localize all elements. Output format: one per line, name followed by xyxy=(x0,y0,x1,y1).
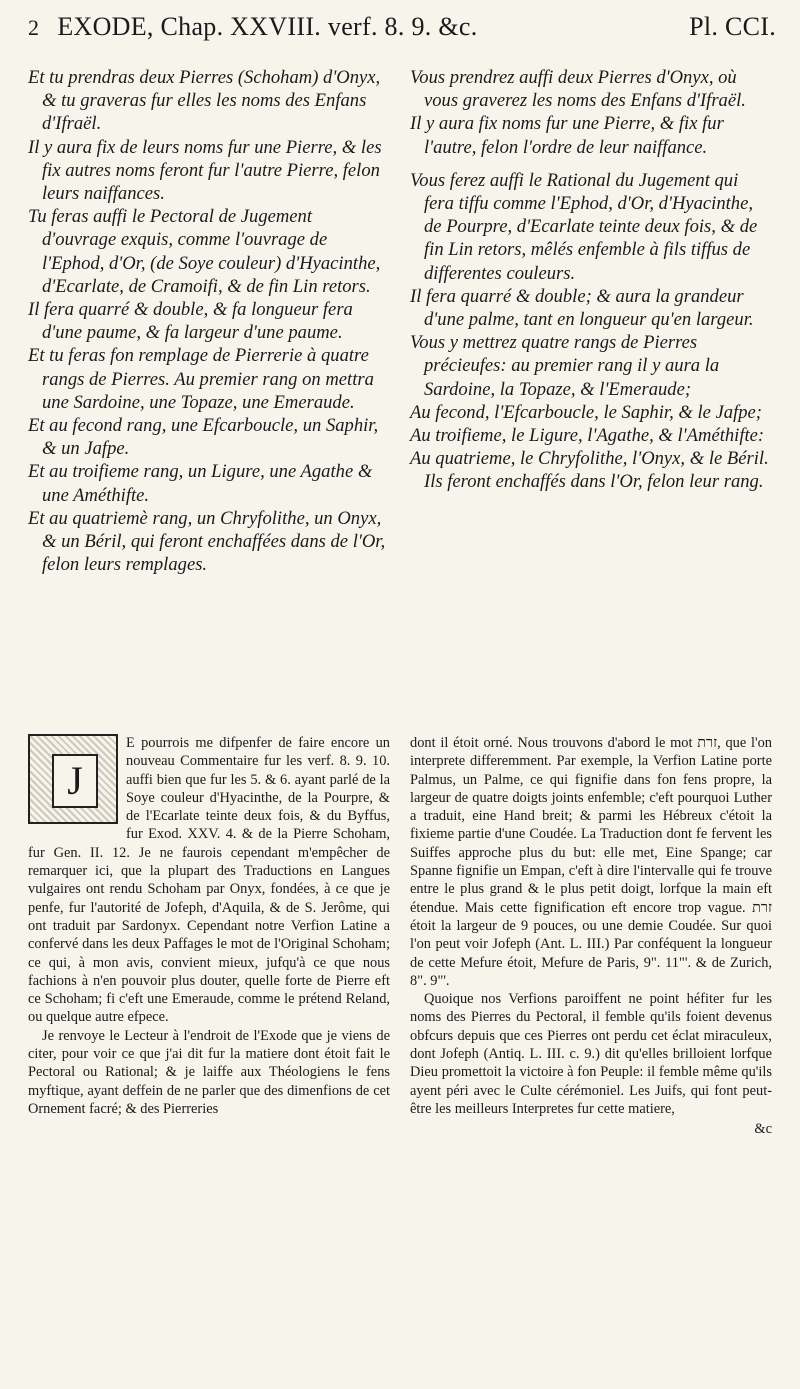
verse-line: Au troifieme, le Ligure, l'Agathe, & l'Améthifte: xyxy=(410,425,765,447)
verse-line: Et tu prendras deux Pierres (Schoham) d'Onyx, & tu graveras fur elles les noms des Enfans d'Ifraël. xyxy=(28,67,381,135)
verse-line: Et tu feras fon remplage de Pierrerie à quatre rangs de Pierres. Au premier rang on mettra une Sardoine, une Topaze, une Emeraude. xyxy=(28,345,374,413)
commentary-paragraph: dont il étoit orné. Nous trouvons d'abord le mot זרת, que l'on interprete differemment. Par exemple, la Verfion Latine porte Palmus, un Palme, ce qui fignifie dans fon fens propre, la largeur de quatre doigts joints enfemble; c'eft pourquoi Luther a traduit, eine Hand breit; & parmi les Hébreux c'étoit la fixieme partie d'une Coudée. La Traduction dont fe fervent les Suiffes approche plus du but: elle met, Eine Spange; car Spanne fignifie un Empan, c'eft à dire l'intervalle qui fe trouve entre le plus grand & le plus petit doigt, lorfque la main eft étendue. Mais cette fignification eft encore trop vague. זרת étoit la largeur de 9 pouces, ou une demie Coudée. Sur quoi l'on peut voir Jofeph (Ant. L. III.) Par conféquent la longueur de cette Mefure étoit, Mefure de Paris, 9". 11"'. & de Zurich, 8". 9"'. xyxy=(410,735,773,989)
commentary-paragraph: Je renvoye le Lecteur à l'endroit de l'Exode que je viens de citer, pour voir ce que j'ai dit fur la matiere dont étoit fait le Pectoral ou Rational; & je laiffe aux Théologiens le fens myftique, ayant deffein de ne parler que des dimenfions de cet Ornement facré; & des Pierreries xyxy=(28,1027,390,1117)
verse-line: Il fera quarré & double; & aura la grandeur d'une palme, tant en longueur qu'en largeur. xyxy=(410,285,754,331)
plate-number: Pl. CCI. xyxy=(689,12,776,41)
right-verse-column xyxy=(410,66,770,494)
ornamental-dropcap xyxy=(28,734,118,824)
verse-line: Vous y mettrez quatre rangs de Pierres précieufes: au premier rang il y aura la Sardoine, la Topaze, & l'Emeraude; xyxy=(410,332,720,400)
verse-line: Et au troifieme rang, un Ligure, une Agathe & une Améthifte. xyxy=(28,461,373,506)
commentary-paragraph: Quoique nos Verfions paroiffent ne point héfiter fur les noms des Pierres du Pectoral, il femble qu'ils foient devenus obfcurs depuis que ces Pierres ont perdu cet éclat miraculeux, dont Jofeph (Antiq. L. III. c. 9.) dit qu'elles brilloient lorfque Dieu promettoit la victoire à fon Peuple: il femble même qu'ils ayent péri avec le Culte cérémoniel. Les Juifs, qui font peut-être les meilleurs Interpretes fur cette matiere, xyxy=(410,991,772,1117)
verse-line: Au quatrieme, le Chryfolithe, l'Onyx, & le Béril. Ils feront enchaffés dans l'Or, felon leur rang. xyxy=(410,448,769,493)
verse-line: Tu feras auffi le Pectoral de Jugement d'ouvrage exquis, comme l'ouvrage de l'Ephod, d'Or, (de Soye couleur) d'Hyacinthe, d'Ecarlate, de Cramoifi, & de fin Lin retors. xyxy=(28,206,381,297)
verse-line: Vous ferez auffi le Rational du Jugement qui fera tiffu comme l'Ephod, d'Or, d'Hyacinthe, de Pourpre, d'Ecarlate teinte deux fois, & de fin Lin retors, mêlés enfemble à fils tiffus de differentes couleurs. xyxy=(410,169,758,284)
verse-line: Il y aura fix noms fur une Pierre, & fix fur l'autre, felon l'ordre de leur naiffance. xyxy=(410,113,724,158)
verse-line: Il fera quarré & double, & fa longueur fera d'une paume, & fa largeur d'une paume. xyxy=(28,299,353,344)
running-title: EXODE, Chap. XXVIII. verf. 8. 9. &c. xyxy=(57,12,478,41)
verse-line: Au fecond, l'Efcarboucle, le Saphir, & le Jafpe; xyxy=(410,401,763,423)
commentary-right-column xyxy=(410,734,772,1139)
verse-line: Et au fecond rang, une Efcarboucle, un Saphir, & un Jafpe. xyxy=(28,415,379,460)
commentary-left-column xyxy=(28,734,390,1118)
page-number: 2 xyxy=(28,15,40,40)
verse-line: Il y aura fix de leurs noms fur une Pierre, & les fix autres noms feront fur l'autre Pierre, felon leurs naiffances. xyxy=(28,136,382,205)
left-verse-column xyxy=(28,66,388,576)
dropcap-letter: J xyxy=(52,754,98,808)
verse-line: Et au quatriemè rang, un Chryfolithe, un Onyx, & un Béril, qui feront enchaffées dans de l'Or, felon leurs remplages. xyxy=(28,507,386,576)
catchword: &c xyxy=(754,1121,772,1138)
page-header xyxy=(28,12,776,52)
verse-line: Vous prendrez auffi deux Pierres d'Onyx, où vous graverez les noms des Enfans d'Ifraël. xyxy=(410,67,746,112)
commentary-paragraph: E pourrois me difpenfer de faire encore un nouveau Commentaire fur les verf. 8. 9. 10. auffi bien que fur les 5. & 6. ayant parlé de la Soye couleur d'Hyacinthe, de la Pourpre, & de l'Ecarlate teinte deux fois, & du Byffus, fur Exod. XXV. 4. & de la Pierre Schoham, fur Gen. II. 12. Je ne faurois cependant m'empêcher de remarquer ici, que la plupart des Traductions en Langues vulgaires ont rendu Schoham par Onyx, fondées, à ce que je penfe, fur l'autorité de Jofeph, d'Aquila, & de S. Jerôme, qui ont traduit par Sardonyx. Cependant notre Verfion Latine a confervé dans les deux Paffages le mot de l'Original Schoham; ce qui, à mon avis, convient mieux, jufqu'à ce que nous fachions à n'en pouvoir plus douter, quelle forte de Pierre eft ce Schoham; fi c'eft une Emeraude, comme le prétend Reland, ou quelque autre efpece. xyxy=(28,735,390,1026)
